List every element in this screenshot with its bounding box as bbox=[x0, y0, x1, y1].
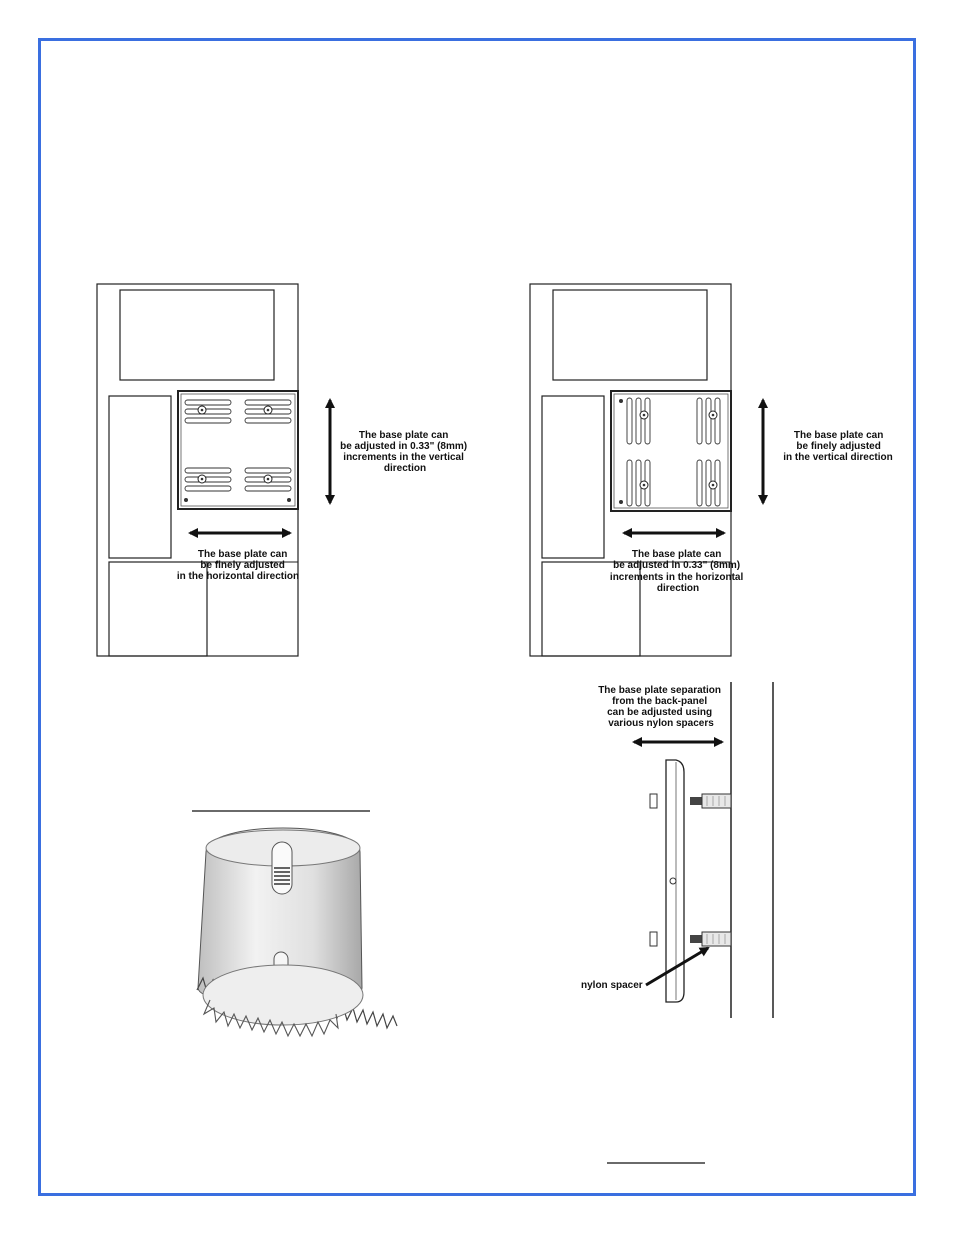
side-slot bbox=[542, 396, 604, 558]
figure-left bbox=[97, 284, 470, 656]
figure-right bbox=[530, 284, 893, 656]
spacer-label: nylon spacer bbox=[581, 980, 643, 991]
display-window bbox=[553, 290, 707, 380]
vertical-adjust-label: The base plate can be adjusted in 0.33" (8mm) increments in the vertical direction bbox=[340, 430, 468, 474]
horizontal-adjust-label: The base plate can be finely adjusted in the horizontal direction bbox=[176, 549, 300, 582]
hole-saw-illustration bbox=[192, 811, 397, 1036]
vertical-adjust-label: The base plate can be finely adjusted in the vertical direction bbox=[783, 430, 893, 463]
nut bbox=[650, 932, 657, 946]
side-slot bbox=[109, 396, 171, 558]
nylon-spacer bbox=[690, 794, 731, 808]
separation-label: The base plate separation from the back-panel can be adjusted using various nylon spacers bbox=[598, 685, 722, 729]
figure-side bbox=[581, 682, 773, 1018]
nut bbox=[650, 794, 657, 808]
horizontal-adjust-label: The base plate can be adjusted in 0.33" (8mm) increments in the horizontal direction bbox=[609, 549, 744, 594]
display-window bbox=[120, 290, 274, 380]
nylon-spacer bbox=[690, 932, 731, 946]
base-plate bbox=[611, 391, 731, 511]
base-plate bbox=[178, 391, 298, 509]
